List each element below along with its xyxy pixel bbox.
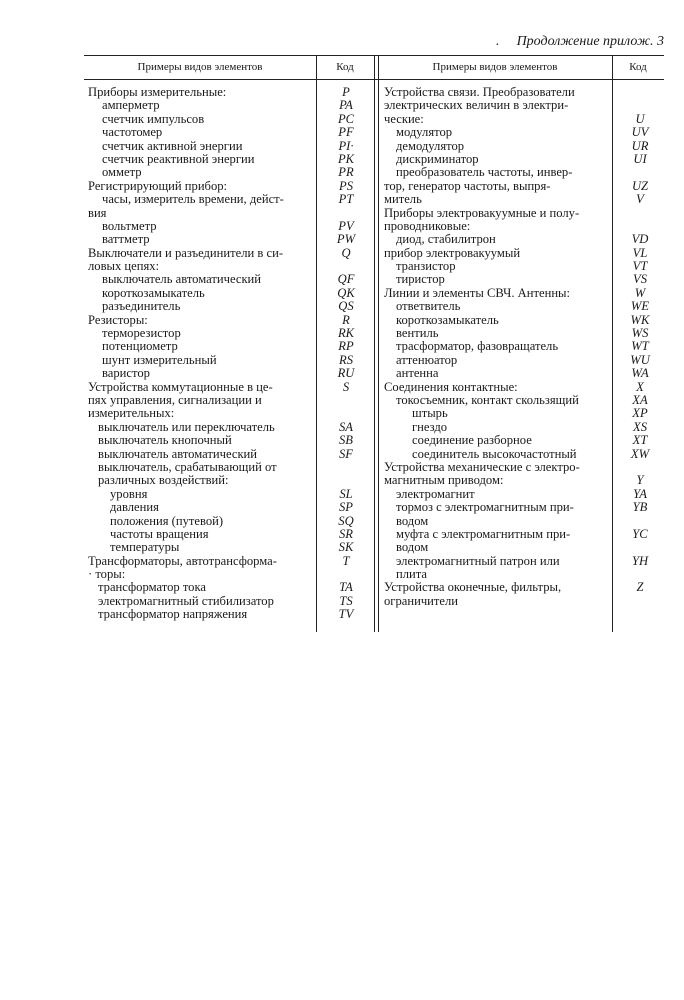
element-description: уровня [110,486,148,501]
table-row [384,595,664,608]
element-description: выключатель автоматический [102,272,262,287]
table-row [384,421,664,434]
table-row [88,260,374,273]
element-code: XP [632,406,648,421]
element-description: тор, генератор частоты, выпря- [384,178,551,193]
page-header [496,34,664,50]
element-description: водом [396,513,429,528]
table-row [384,113,664,126]
element-code: PA [339,98,353,113]
element-code: SA [339,419,353,434]
element-code: RS [339,352,353,367]
element-code: SB [339,433,353,448]
table-row [384,140,664,153]
table-row [384,528,664,541]
element-description: диод, стабилитрон [396,232,496,247]
element-code: YB [632,500,648,515]
element-code: SP [339,500,353,515]
element-description: трансформатор напряжения [98,607,248,622]
element-description: счетчик реактивной энергии [102,151,255,166]
element-description: выключатель автоматический [98,446,258,461]
element-description: митель [384,192,422,207]
table-row [384,434,664,447]
left-column [88,86,374,622]
element-description: Устройства оконечные, фильтры, [384,580,562,595]
element-description: штырь [412,406,448,421]
element-code: PC [337,111,355,126]
element-code: UR [631,138,649,153]
element-description: выключатель или переключатель [98,419,275,434]
element-code: RK [337,326,355,341]
table-row [88,407,374,420]
table-row [384,180,664,193]
element-code: WT [631,339,649,354]
element-code: QF [337,272,355,287]
element-code: SL [339,486,353,501]
element-code: U [635,111,645,126]
element-description: трансформатор тока [98,580,206,595]
element-code: WE [630,299,650,314]
table-row [384,166,664,179]
table-row [88,180,374,193]
table-row [384,541,664,554]
table-row [88,99,374,112]
table-row [384,488,664,501]
element-description: вольтметр [102,218,157,233]
table-row [384,153,664,166]
element-description: частоты вращения [110,526,209,541]
element-description: электромагнитный стибилизатор [98,593,274,608]
table-row [88,220,374,233]
element-description: амперметр [102,98,160,113]
element-code: R [342,312,350,327]
element-code: WA [631,366,649,381]
table-row [88,340,374,353]
element-description: электромагнитный патрон или [396,553,560,568]
element-description: разъединитель [102,299,181,314]
element-description: гнездо [412,419,448,434]
element-description: выключатель кнопочный [98,433,232,448]
table-row [384,515,664,528]
element-description: тиристор [396,272,445,287]
element-description: Трансформаторы, автотрансформа- [88,553,277,568]
table-row [88,448,374,461]
table-row [384,354,664,367]
element-description: соединение разборное [412,433,532,448]
right-column [384,86,664,608]
table-row [88,528,374,541]
element-description: ловых цепях: [88,259,160,274]
table-row [384,340,664,353]
element-description: Приборы измерительные: [88,85,227,99]
element-description: дискриминатор [396,151,479,166]
table-row [88,327,374,340]
element-code: WU [630,352,650,367]
table-row [88,247,374,260]
continuation-label: Продолжение прилож. 3 [516,34,664,49]
table-row [88,608,374,621]
table-row [88,595,374,608]
element-code: T [342,553,350,568]
element-code: PF [338,125,354,140]
table-row [384,193,664,206]
element-code: TA [339,580,353,595]
element-code: PW [336,232,356,247]
element-code: SR [339,526,353,541]
element-description: Линии и элементы СВЧ. Антенны: [384,285,571,300]
table-row [88,394,374,407]
element-code: Q [341,245,351,260]
element-description: ваттметр [102,232,150,247]
table-row [384,287,664,300]
table-row [88,193,374,206]
element-description: Устройства механические с электро- [384,459,580,474]
element-description: электрических величин в электри- [384,98,569,113]
table-row [384,273,664,286]
element-description: Соединения контактные: [384,379,518,394]
element-description: положения (путевой) [110,513,224,528]
element-code: TS [339,593,353,608]
left-code-header: Код [336,61,354,73]
element-code: PV [338,218,354,233]
element-description: часы, измеритель времени, дейст- [102,192,284,207]
table-row [384,86,664,99]
element-code: XW [630,446,650,461]
right-examples-header: Примеры видов элементов [432,61,558,73]
element-code: XT [632,433,648,448]
element-code: YH [631,553,649,568]
element-description: измерительных: [88,406,175,421]
element-description: тормоз с электромагнитным при- [396,500,574,515]
element-code: VS [633,272,647,287]
element-code: SQ [338,513,354,528]
table-row [384,247,664,260]
element-code: PK [337,151,355,166]
element-code: PR [338,165,354,180]
element-description: Устройства связи. Преобразователи [384,85,575,99]
table-row [384,381,664,394]
table-row [384,461,664,474]
element-code: X [636,379,644,394]
element-description: проводниковые: [384,218,471,233]
element-code: YA [633,486,647,501]
table-row [384,314,664,327]
element-description: пях управления, сигнализации и [88,392,262,407]
element-code: W [634,285,646,300]
table-row [384,474,664,487]
table-row [384,394,664,407]
element-code: Y [636,473,644,488]
table-row [88,367,374,380]
element-description: вентиль [396,326,439,341]
table-row [384,581,664,594]
element-code: Z [636,580,644,595]
element-description: счетчик активной энергии [102,138,243,153]
table-row [88,354,374,367]
element-description: Выключатели и разъединители в си- [88,245,284,260]
column-divider [378,55,379,632]
element-description: модулятор [396,125,453,140]
table-row [384,448,664,461]
element-description: варистор [102,366,150,381]
element-code: QK [337,285,355,300]
table-row [384,260,664,273]
element-description: ческие: [384,111,424,126]
table-row [88,488,374,501]
table-row [88,166,374,179]
table-row [88,501,374,514]
element-description: давления [110,500,159,515]
element-code: QS [338,299,354,314]
element-description: водом [396,540,429,555]
element-code: V [636,192,644,207]
element-description: различных воздействий: [98,473,229,488]
element-description: трасформатор, фазовращатель [396,339,559,354]
element-description: · торы: [88,567,126,582]
table-row [384,220,664,233]
table-row [88,461,374,474]
table-row [384,126,664,139]
table-row [88,273,374,286]
table-row [88,126,374,139]
table-row [88,233,374,246]
element-description: транзистор [396,259,456,274]
element-code: PT [338,192,354,207]
element-description: прибор электровакуумый [384,245,521,260]
table-row [384,233,664,246]
element-description: муфта с электромагнитным при- [396,526,571,541]
table-row [384,568,664,581]
element-code: RP [338,339,354,354]
table-row [384,501,664,514]
element-code: YC [632,526,648,541]
element-description: короткозамыкатель [396,312,499,327]
element-code: XS [633,419,647,434]
element-code: VD [631,232,649,247]
table-row [88,287,374,300]
element-description: температуры [110,540,180,555]
element-code: XA [632,392,648,407]
column-divider [374,55,375,632]
element-code: P [342,85,350,99]
element-description: ограничители [384,593,459,608]
table-row [88,314,374,327]
table-row [384,327,664,340]
table-row [88,581,374,594]
element-description: электромагнит [396,486,475,501]
element-code: WK [630,312,650,327]
table-row [88,555,374,568]
header-dot: . [495,34,500,49]
element-description: выключатель, срабатывающий от [98,459,277,474]
element-code: PS [339,178,353,193]
table-row [88,140,374,153]
table-row [88,421,374,434]
table-row [384,207,664,220]
element-description: Резисторы: [88,312,148,327]
element-code: UI [633,151,647,166]
table-row [88,474,374,487]
element-description: токосъемник, контакт скользящий [396,392,579,407]
element-code: RU [337,366,355,381]
element-code: PI· [338,138,354,153]
table-row [88,86,374,99]
table-row [88,381,374,394]
element-code: UV [631,125,649,140]
element-description: демодулятор [396,138,465,153]
element-code: SK [338,540,354,555]
element-description: соединитель высокочастотный [412,446,577,461]
element-description: Приборы электровакуумные и полу- [384,205,580,220]
table-row [88,153,374,166]
element-description: плита [396,567,428,582]
table-row [88,300,374,313]
element-code: VT [632,259,648,274]
left-examples-header: Примеры видов элементов [137,61,263,73]
table-row [384,407,664,420]
table-row [88,113,374,126]
element-description: шунт измерительный [102,352,217,367]
table-row [88,434,374,447]
element-code: VL [632,245,648,260]
element-description: ответвитель [396,299,461,314]
element-description: Регистрирующий прибор: [88,178,228,193]
element-description: омметр [102,165,142,180]
table-row [384,99,664,112]
element-description: терморезистор [102,326,181,341]
element-code: S [342,379,350,394]
table-row [384,300,664,313]
element-description: Устройства коммутационные в це- [88,379,273,394]
element-description: антенна [396,366,439,381]
table-row [88,568,374,581]
element-code: WS [631,326,649,341]
element-code: SF [339,446,353,461]
table-row [88,515,374,528]
element-description: вия [88,205,107,220]
element-description: потенциометр [102,339,178,354]
table-row [88,541,374,554]
table-row [384,555,664,568]
element-description: магнитным приводом: [384,473,504,488]
element-description: счетчик импульсов [102,111,205,126]
table-row [88,207,374,220]
element-code: UZ [631,178,649,193]
right-code-header: Код [629,61,647,73]
element-description: преобразователь частоты, инвер- [396,165,573,180]
table-row [384,367,664,380]
element-code: TV [338,607,354,622]
element-description: частотомер [102,125,163,140]
element-description: короткозамыкатель [102,285,205,300]
element-description: аттенюатор [396,352,458,367]
